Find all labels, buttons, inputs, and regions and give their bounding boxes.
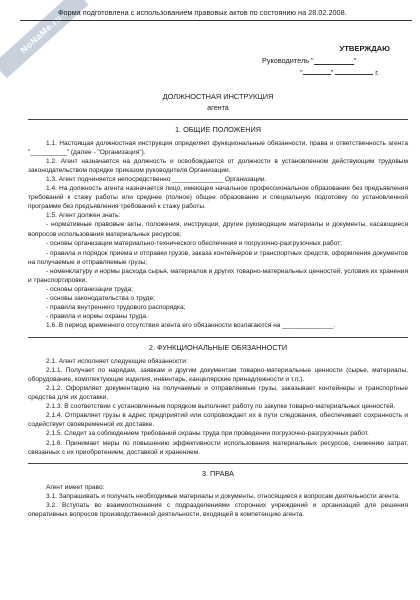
clause-1-1: 1.1. Настоящая должностная инструкция определяет функциональные обязанности, права и ответственность агента "__________" (далее - "Организация"). (28, 139, 408, 156)
date-open-quote: " (300, 68, 303, 77)
clause-2-1-6: 2.1.6. Принимает меры по повышению эффективности использования материальных ресурсов, снижению затрат, связанных с их приобретением, доставкой и хранением. (28, 439, 408, 456)
knowledge-item: - основы законодательства о труде; (46, 295, 155, 303)
knowledge-item: - нормативные правовые акты, положения, инструкции, другие руководящие материалы и документы, касающиеся вопросов использования материальных ресурсов; (28, 221, 408, 238)
clause-1-3: 1.3. Агент подчиняется непосредственно ______________ Организации. (46, 175, 267, 183)
knowledge-item: - номенклатуру и нормы расхода сырья, материалов и других товарно-материальных ценностей, условия их хранения и транспортировки; (28, 267, 409, 284)
section-divider (28, 337, 408, 338)
date-year-suffix: г. (373, 68, 380, 77)
clause-2-1-2: 2.1.2. Оформляет документацию на получаемые и отправляемые грузы, заказывает контейнеры и транспортные средства для их доставки. (28, 384, 408, 402)
section-1-title: 1. ОБЩИЕ ПОЛОЖЕНИЯ (174, 124, 262, 134)
document-body (28, 84, 408, 519)
form-note: Форма подготовлена с использованием правовых актов по состоянию на 28.02.2008. (58, 8, 347, 17)
document-title: ДОЛЖНОСТНАЯ ИНСТРУКЦИЯ (162, 92, 274, 101)
knowledge-item: - правила внутреннего трудового распорядка; (46, 304, 186, 312)
clause-1-4: 1.4. На должность агента назначается лицо, имеющее начальное профессиональное образование без предъявления требований к стажу работы или среднее (полное) общее образование и специальную подготовку по установленной программе без предъявления требований к стажу работы. (28, 185, 408, 211)
head-close-quote: " (353, 56, 357, 65)
clause-2-1-4: 2.1.4. Отправляет грузы в адрес предприятий или сопровождает их в пути следования, обеспечивает сохранность и содействует своевременной их доставке. (28, 412, 408, 429)
section-divider (28, 119, 408, 120)
clause-3-1: 3.1. Запрашивать и получать необходимые материалы и документы, относящиеся к вопросам деятельности агента. (46, 492, 401, 500)
head-signature-line (262, 56, 356, 65)
section-2-title: 2. ФУНКЦИОНАЛЬНЫЕ ОБЯЗАННОСТИ (148, 342, 288, 352)
date-day-blank (303, 66, 331, 75)
approval-date-line (300, 66, 379, 77)
clause-1-5: 1.5. Агент должен знать: (46, 212, 121, 220)
knowledge-item: - правила и нормы охраны труда. (46, 313, 148, 321)
clause-2-1-5: 2.1.5. Следит за соблюдением требований охраны труда при проведении погрузочно-разгрузочных работ. (46, 430, 369, 438)
section-3-title: 3. ПРАВА (201, 468, 235, 478)
knowledge-item: - основы организации труда; (46, 286, 134, 294)
rights-intro: Агент имеет право: (46, 483, 105, 491)
section-divider (28, 463, 408, 464)
head-name-blank (314, 56, 354, 65)
clause-2-1-1: 2.1.1. Получает по нарядам, заявкам и другим документам товарно-материальные ценности (сырье, материалы, оборудование, комплектующие изделия, инвентарь, канцелярские принадлежности и т.п.). (28, 366, 408, 383)
clause-2-1: 2.1. Агент исполняет следующие обязанности: (46, 357, 188, 365)
date-mid-quote: " (330, 68, 336, 77)
header-divider (20, 20, 412, 21)
watermark-stamp: NoNaMe.ru (0, 0, 89, 78)
clause-3-2: 3.2. Вступать во взаимоотношения с подразделениями сторонних учреждений и организаций для решения оперативных вопросов производственной деятельности, входящей в компетенцию агента. (28, 501, 408, 519)
approve-label: УТВЕРЖДАЮ (339, 44, 390, 53)
clause-1-2: 1.2. Агент назначается на должность и освобождается от должности в установленном действующим трудовым законодательством порядке приказом руководителя Организации. (28, 157, 408, 174)
head-label: Руководитель " (262, 56, 314, 65)
clause-1-6: 1.6. В период временного отсутствия агента его обязанности возлагаются на ______________. (46, 322, 336, 330)
knowledge-item: - правила и порядок приема и отправки грузов, заказа контейнеров и транспортных средств, оформления документов на получаемые и отправляемые грузы; (28, 249, 408, 266)
knowledge-item: - основы организации материально-технического обеспечения и погрузочно-разгрузочных работ; (46, 239, 342, 247)
document-subtitle: агента (207, 102, 229, 112)
clause-2-1-3: 2.1.3. В соответствии с установленным порядком выполняет работу по закупке товарно-материальных ценностей. (46, 403, 396, 411)
date-month-blank (335, 66, 373, 75)
